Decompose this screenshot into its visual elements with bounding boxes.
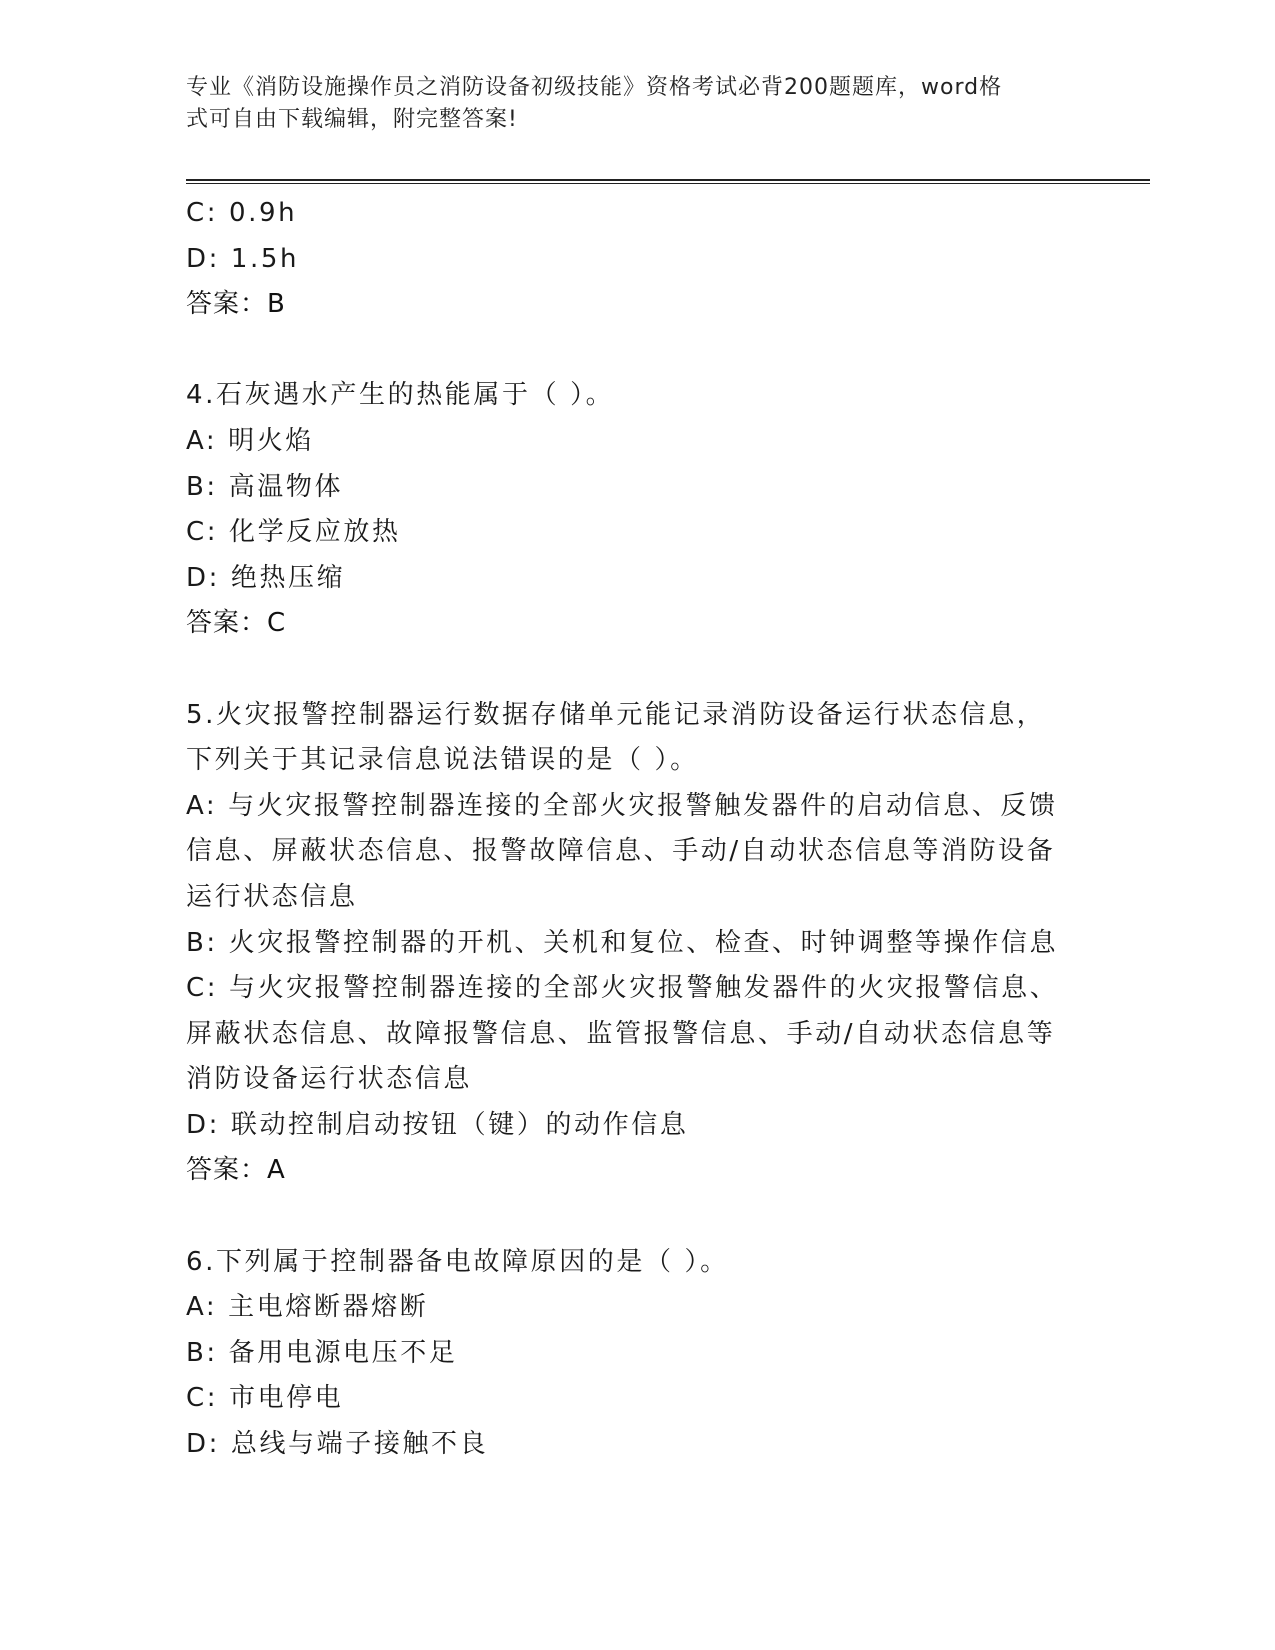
question-5 <box>186 693 1086 1195</box>
answer-line: 答案：A <box>186 1155 286 1186</box>
answer-line: 答案：B <box>186 289 286 320</box>
option-c-line-2: 屏蔽状态信息、故障报警信息、监管报警信息、手动/自动状态信息等 <box>186 1018 1056 1049</box>
option-b: B: 火灾报警控制器的开机、关机和复位、检查、时钟调整等操作信息 <box>186 927 1059 958</box>
answer-line: 答案：C <box>186 608 287 639</box>
option-b: B: 备用电源电压不足 <box>186 1337 458 1368</box>
option-a-line-3: 运行状态信息 <box>186 881 358 912</box>
header-line-1: 专业《消防设施操作员之消防设备初级技能》资格考试必背200题题库，word格 <box>186 75 1003 100</box>
question-stem-line-1: 5.火灾报警控制器运行数据存储单元能记录消防设备运行状态信息， <box>186 699 1046 730</box>
question-6 <box>186 1240 1086 1468</box>
question-4 <box>186 373 1086 647</box>
question-stem-line-2: 下列关于其记录信息说法错误的是（ ）。 <box>186 745 699 776</box>
document-header <box>186 72 1066 136</box>
spacer <box>186 647 1086 693</box>
question-3-tail <box>186 191 1086 328</box>
option-c-line-3: 消防设备运行状态信息 <box>186 1064 473 1095</box>
option-d: D: 1.5h <box>186 243 300 274</box>
option-b: B: 高温物体 <box>186 471 344 502</box>
question-list <box>186 191 1086 1468</box>
option-d: D: 总线与端子接触不良 <box>186 1429 489 1460</box>
option-d: D: 绝热压缩 <box>186 562 346 593</box>
question-stem: 6.下列属于控制器备电故障原因的是（ ）。 <box>186 1246 729 1277</box>
spacer <box>186 1194 1086 1240</box>
option-a: A: 主电熔断器熔断 <box>186 1292 429 1323</box>
option-c-line-1: C: 与火灾报警控制器连接的全部火灾报警触发器件的火灾报警信息、 <box>186 973 1059 1004</box>
option-c: C: 化学反应放热 <box>186 517 401 548</box>
header-divider-thin <box>186 183 1150 184</box>
option-d: D: 联动控制启动按钮（键）的动作信息 <box>186 1109 689 1140</box>
header-line-2: 式可自由下载编辑，附完整答案! <box>186 107 518 132</box>
option-c: C: 0.9h <box>186 198 298 228</box>
option-a-line-1: A: 与火灾报警控制器连接的全部火灾报警触发器件的启动信息、反馈 <box>186 790 1058 821</box>
option-c: C: 市电停电 <box>186 1383 344 1414</box>
spacer <box>186 328 1086 374</box>
option-a: A: 明火焰 <box>186 425 314 456</box>
header-divider-thick <box>186 179 1150 181</box>
question-stem: 4.石灰遇水产生的热能属于（ ）。 <box>186 380 615 411</box>
option-a-line-2: 信息、屏蔽状态信息、报警故障信息、手动/自动状态信息等消防设备 <box>186 836 1056 867</box>
